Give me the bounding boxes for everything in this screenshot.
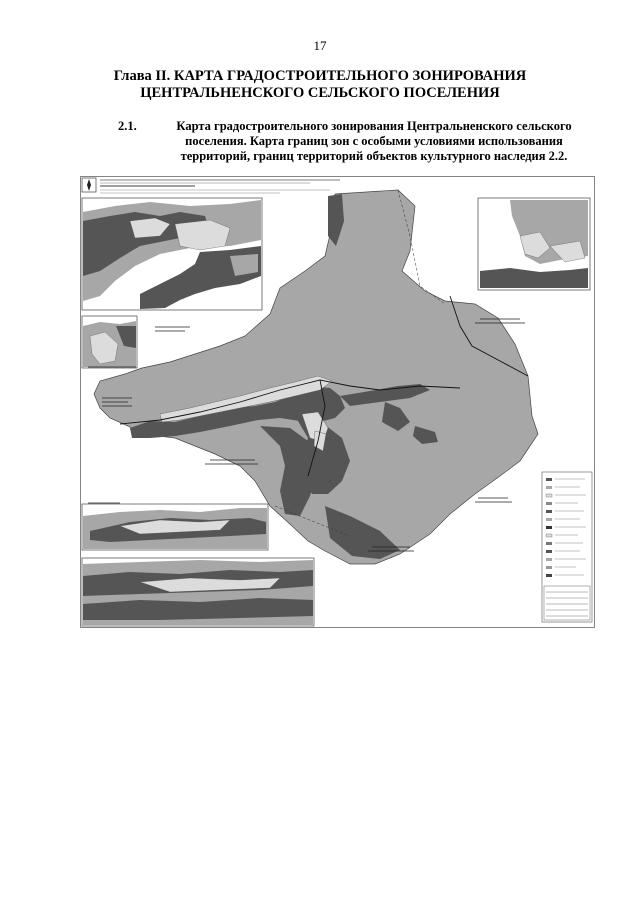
section-number: 2.1. xyxy=(118,119,137,133)
inset-map-1 xyxy=(82,198,262,310)
section-title: Карта градостроительного зонирования Центральненского сельского поселения. Карта границ зон с особыми условиями использования территорий, границ территорий объектов культурного наследия 2.2. xyxy=(176,119,572,163)
inset-map-4 xyxy=(82,504,268,550)
zoning-map-graphic xyxy=(80,176,595,628)
page-number: 17 xyxy=(313,38,327,53)
inset-map-5 xyxy=(82,558,314,626)
map-legend xyxy=(542,472,592,622)
zoning-map xyxy=(80,176,595,628)
chapter-title: Глава II. КАРТА ГРАДОСТРОИТЕЛЬНОГО ЗОНИРОВАНИЯ ЦЕНТРАЛЬНЕНСКОГО СЕЛЬСКОГО ПОСЕЛЕНИЯ xyxy=(113,68,527,101)
inset-map-2 xyxy=(82,316,137,368)
inset-map-3 xyxy=(478,198,590,290)
